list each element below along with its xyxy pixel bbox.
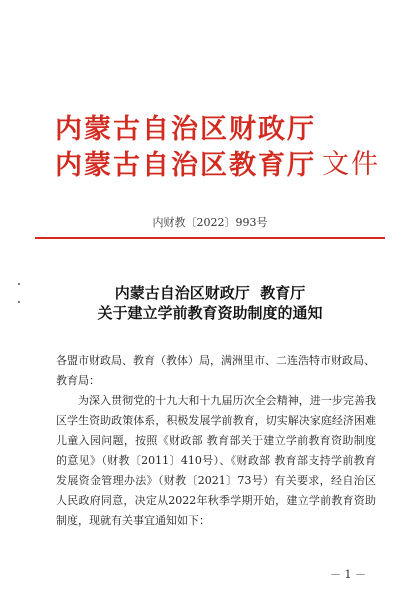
page-number: － 1 －: [330, 568, 366, 581]
body-paragraph: 为深入贯彻党的十九大和十九届历次全会精神，进一步完善我区学生资助政策体系，积极发展学前教育，切实解决家庭经济困难儿童入园问题，按照《财政部 教育部关于建立学前教育资助制度的意见》（财教〔2011〕410号）、《财政部 教育部支持学前教育发展资金管理办法》（财教〔2021〕73号）有关要求，经自治区人民政府同意，决定从2022年秋季学期开始，建立学前教育资助制度，现就有关事宜通知如下：: [56, 394, 376, 527]
issuer-block: [55, 112, 316, 184]
title-line-2: 关于建立学前教育资助制度的通知: [97, 304, 323, 322]
salutation: 各盟市财政局、教育（教体）局，满洲里市、二连浩特市财政局、教育局：: [56, 354, 375, 387]
document-number: 内财教〔2022〕993号: [152, 216, 268, 229]
red-separator-line: [35, 237, 385, 239]
margin-mark: [18, 301, 20, 303]
margin-mark: [18, 283, 20, 285]
title-line-1: 内蒙古自治区财政厅 教育厅: [114, 284, 306, 302]
document-suffix: 文件: [322, 149, 380, 180]
document-title: [0, 283, 420, 323]
issuer-education-dept: 内蒙古自治区教育厅: [55, 150, 316, 181]
issuer-finance-dept: 内蒙古自治区财政厅: [55, 114, 316, 145]
